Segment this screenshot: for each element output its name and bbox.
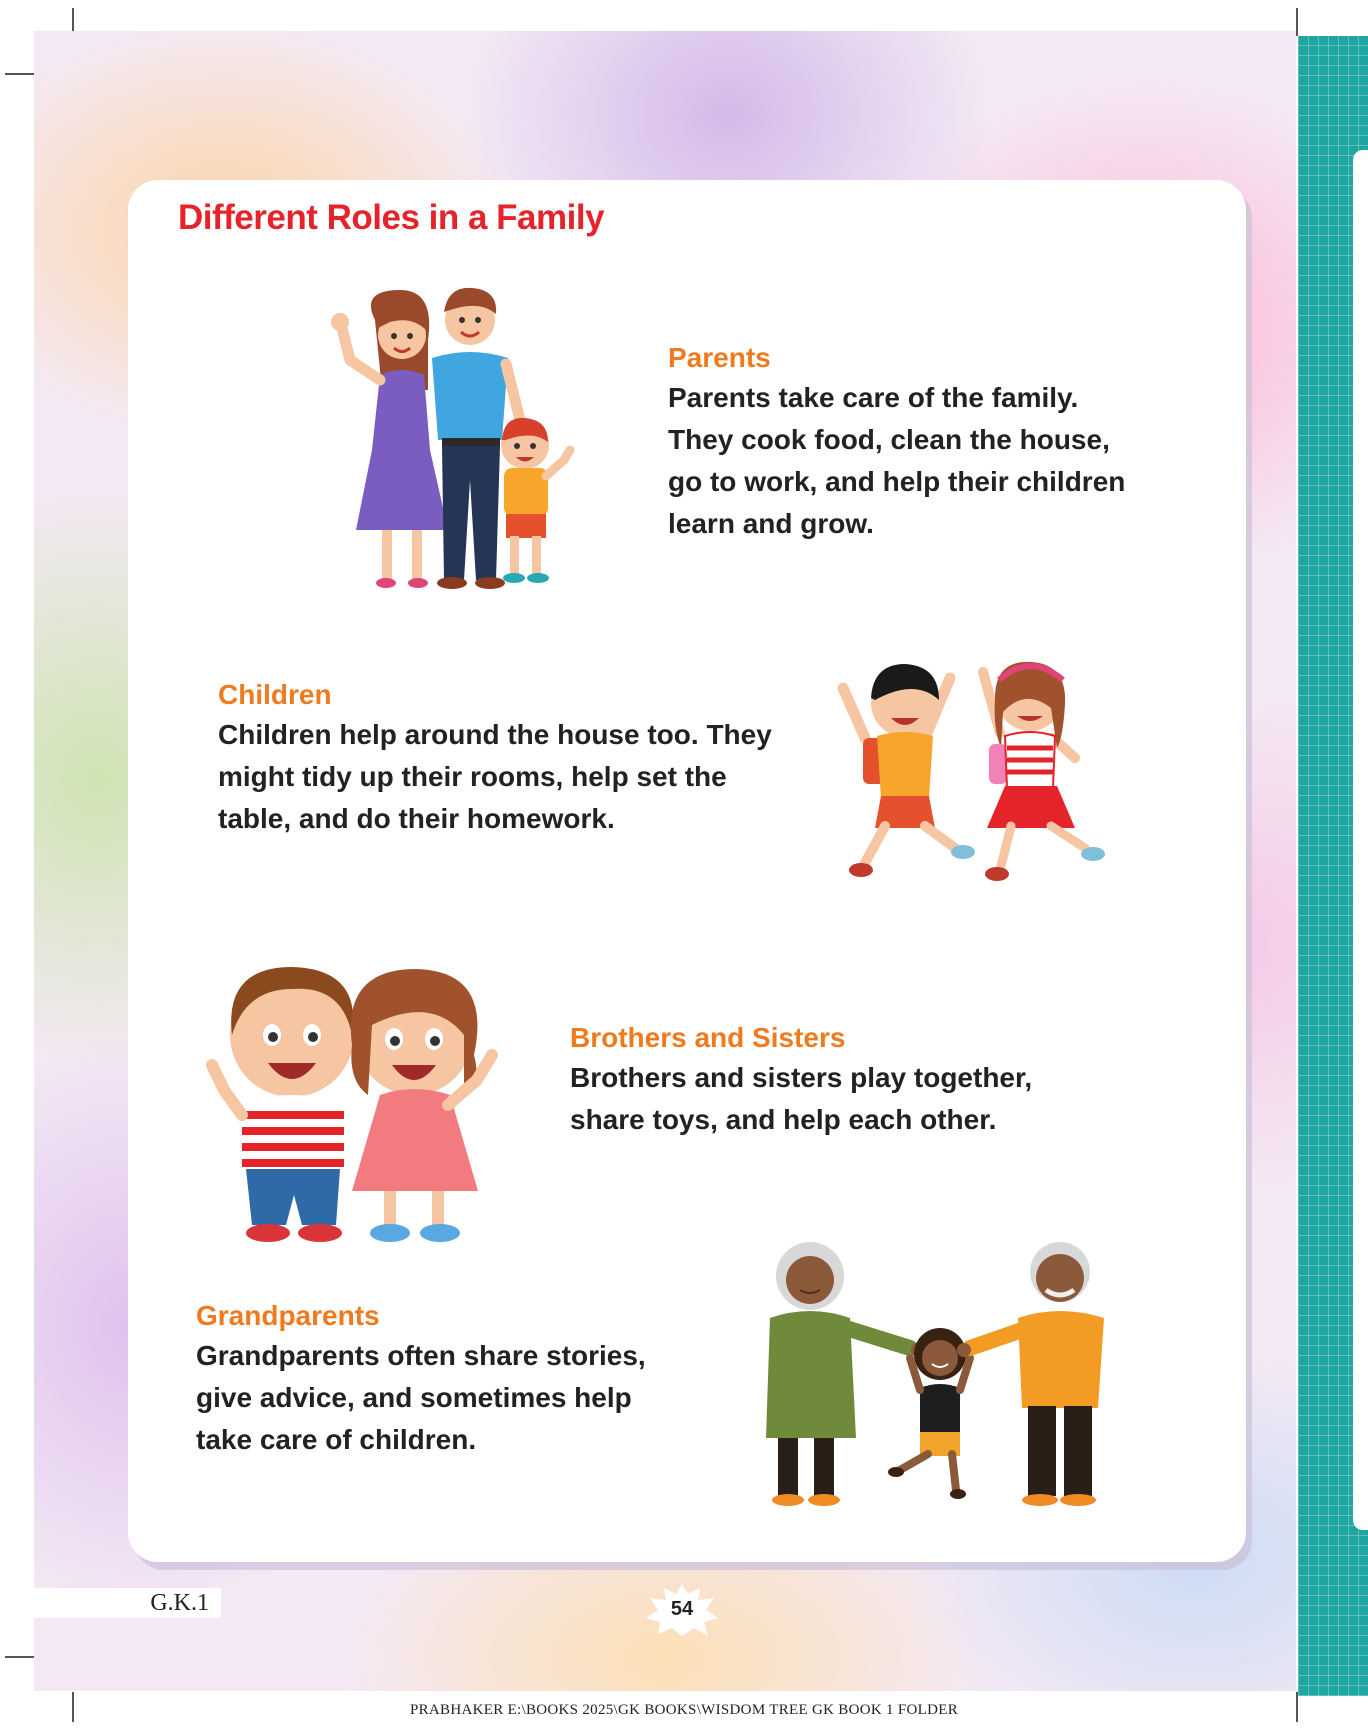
section-heading-brothers-sisters: Brothers and Sisters	[570, 1022, 846, 1053]
sister-figure	[351, 969, 492, 1242]
print-path: PRABHAKER E:\BOOKS 2025\GK BOOKS\WISDOM TREE GK BOOK 1 FOLDER	[409, 1702, 959, 1718]
text-line: share toys, and help each other.	[570, 1104, 997, 1135]
crop-mark	[5, 73, 35, 75]
crop-mark	[5, 1656, 35, 1658]
jumping-girl-figure	[983, 662, 1105, 881]
section-heading-grandparents: Grandparents	[196, 1300, 380, 1331]
grandparents-with-grandchild-illustration	[760, 1238, 1120, 1508]
section-heading-parents: Parents	[668, 342, 771, 373]
text-line: learn and grow.	[668, 508, 874, 539]
family-parents-child-illustration	[320, 280, 590, 600]
jumping-boy-figure	[843, 664, 975, 877]
brother-figure	[212, 967, 354, 1242]
crop-mark	[1296, 8, 1298, 36]
text-line: They cook food, clean the house,	[668, 424, 1110, 455]
book-label: G.K.1	[34, 1588, 221, 1618]
text-line: take care of children.	[196, 1424, 477, 1455]
two-jumping-children-illustration	[825, 648, 1125, 908]
mother-figure	[331, 290, 448, 588]
teal-strip-notch	[1353, 150, 1368, 1530]
grandfather-figure	[957, 1242, 1104, 1506]
section-heading-children: Children	[218, 679, 332, 710]
text-line: might tidy up their rooms, help set the	[218, 761, 727, 792]
text-line: Parents take care of the family.	[668, 382, 1079, 413]
grandchild-figure	[888, 1328, 970, 1499]
brother-sister-illustration	[202, 945, 512, 1245]
text-line: give advice, and sometimes help	[196, 1382, 632, 1413]
text-line: table, and do their homework.	[218, 803, 615, 834]
text-line: go to work, and help their children	[668, 466, 1126, 497]
page-title: Different Roles in a Family	[178, 198, 605, 237]
son-figure	[501, 418, 570, 583]
text-line: Children help around the house too. They	[218, 719, 772, 750]
page-number: 54	[670, 1598, 694, 1620]
text-line: Grandparents often share stories,	[196, 1340, 646, 1371]
text-line: Brothers and sisters play together,	[570, 1062, 1033, 1093]
